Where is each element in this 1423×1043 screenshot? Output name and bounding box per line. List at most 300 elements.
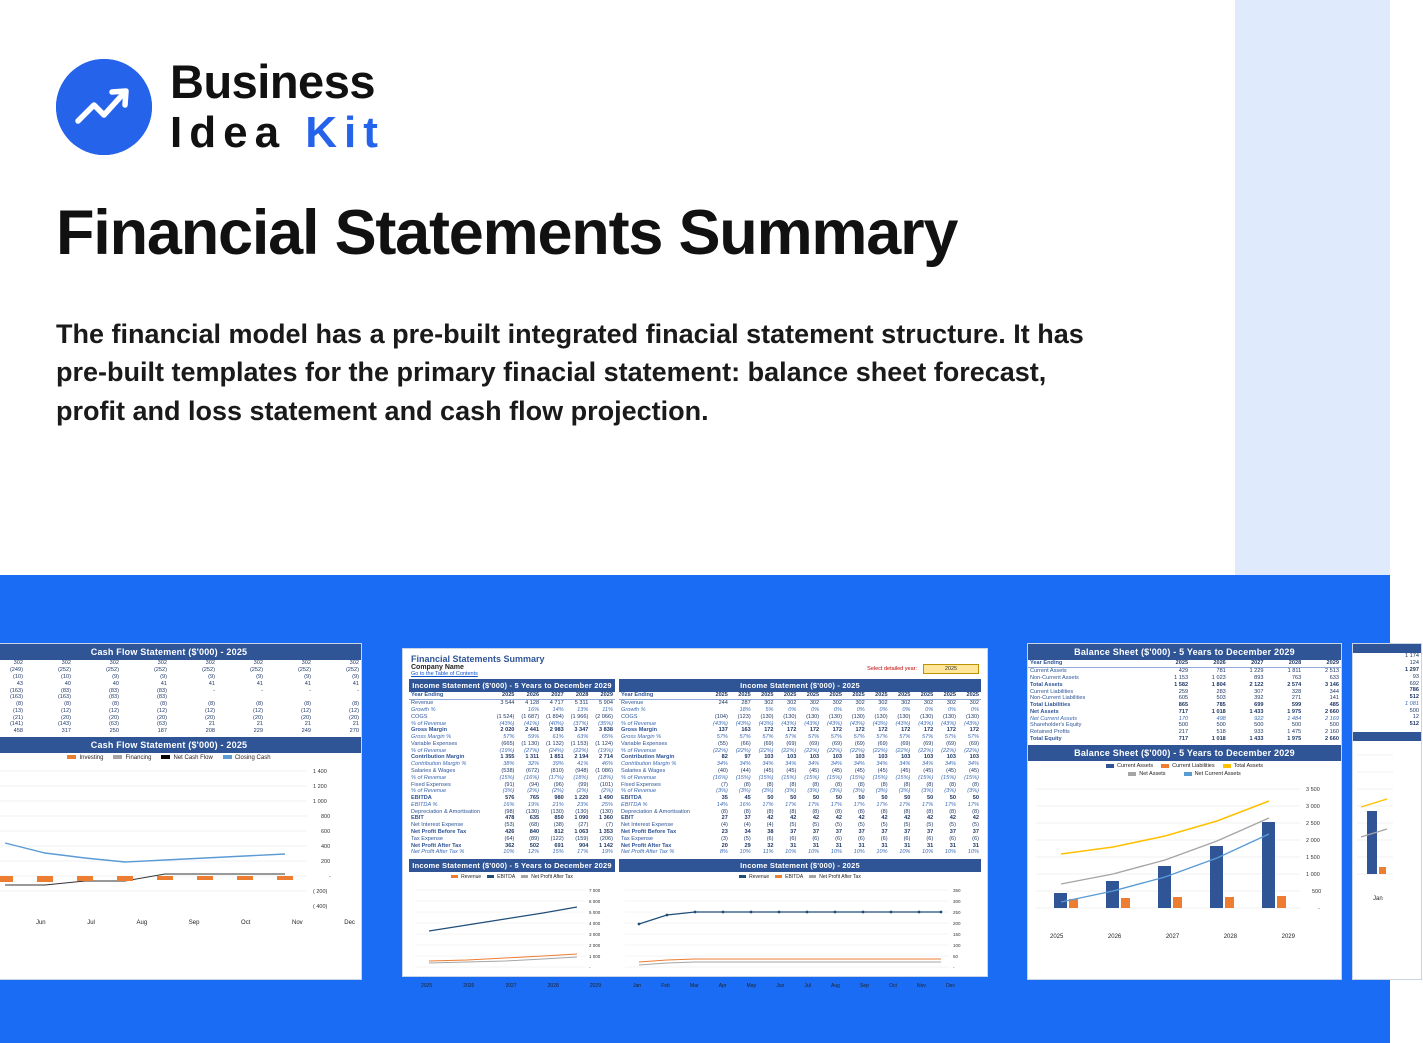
row-value: (6) [857, 835, 865, 842]
row-value: 103 [764, 754, 774, 761]
row-value: (252) [105, 667, 119, 674]
row-value: 1 081 [1405, 700, 1419, 707]
row-label: Contribution Margin [411, 754, 465, 761]
axis-tick-label: May [746, 982, 757, 989]
row-value: (20) [253, 714, 263, 721]
row-label: EBITDA [621, 795, 642, 802]
bs-chart-xaxis [1028, 934, 1341, 940]
row-value: 599 [1291, 702, 1302, 709]
row-value: (69) [969, 740, 979, 747]
row-value: 1 433 [1249, 735, 1264, 742]
row-value: (9) [112, 673, 119, 680]
row-value: 57% [503, 734, 515, 741]
row-value: (45) [763, 767, 774, 774]
row-value: (22%) [918, 747, 934, 754]
row-label: Total Assets [1030, 681, 1063, 688]
row-value: (18%) [573, 774, 589, 781]
table-row [409, 774, 615, 781]
row-value [707, 707, 730, 714]
row-value: (5) [835, 822, 842, 829]
row-value: 50 [926, 795, 934, 802]
row-value: (69) [763, 740, 774, 747]
row-value: 17% [922, 801, 934, 808]
row-value: 12% [527, 849, 540, 856]
row-value: 103 [832, 754, 842, 761]
row-value: 259 [1178, 688, 1189, 695]
fs-right-chart [619, 882, 979, 978]
row-value: (12) [301, 707, 311, 714]
row-value: 922 [1254, 715, 1264, 722]
row-value: 37 [972, 829, 979, 836]
svg-text:250: 250 [953, 909, 961, 915]
row-value: (665) [501, 740, 515, 747]
row-value: (41%) [524, 720, 540, 727]
row-value: 17% [967, 801, 979, 808]
table-row [619, 849, 981, 856]
table-row [0, 728, 361, 735]
row-value: 10% [899, 849, 911, 856]
row-value: 0% [925, 706, 934, 713]
row-value: (22%) [849, 747, 865, 754]
row-value: (2%) [527, 788, 540, 795]
row-value: (8) [256, 701, 263, 708]
row-value: (15%) [872, 774, 888, 781]
axis-tick-label: Feb [661, 982, 670, 989]
row-value: 2025 [844, 692, 867, 699]
row-value: (3%) [898, 788, 911, 795]
row-value: 980 [554, 795, 564, 802]
row-value: (1 086) [595, 767, 613, 774]
row-value: 31 [812, 842, 820, 849]
row-value: 2029 [590, 692, 615, 699]
row-value: (8) [160, 701, 167, 708]
brand-line-idea-kit [170, 108, 385, 157]
row-value: (43%) [781, 720, 797, 727]
row-value: 287 [741, 700, 751, 707]
screenshot-cash-flow[interactable] [0, 643, 362, 980]
row-value: (22%) [827, 747, 842, 754]
row-value: 34% [922, 761, 934, 768]
legend-total-assets: Total Assets [1223, 763, 1263, 769]
table-row [1028, 688, 1341, 695]
row-value: 10% [876, 849, 888, 856]
row-value: 42 [926, 815, 934, 822]
screenshot-balance-sheet[interactable] [1027, 643, 1342, 980]
row-value: 57% [853, 734, 865, 741]
svg-text:2 000: 2 000 [589, 942, 601, 948]
row-value: (141) [9, 721, 23, 728]
row-label: % of Revenue [411, 774, 447, 781]
row-value: (3%) [738, 788, 751, 795]
row-value: (8) [857, 808, 865, 815]
row-value: 1 063 [574, 829, 589, 836]
row-value: 1 355 [500, 754, 515, 761]
legend-ebitda: EBITDA [487, 874, 515, 880]
row-value: (1 894) [545, 713, 564, 720]
row-value: (10) [13, 673, 23, 680]
row-value: 50 [881, 795, 888, 802]
cash-flow-chart [0, 763, 363, 913]
brand-logo [56, 55, 385, 157]
row-label: % of Revenue [411, 747, 447, 754]
row-value: (69) [923, 740, 934, 747]
table-row [619, 754, 981, 761]
table-row [409, 822, 615, 829]
row-value: 34% [899, 761, 911, 768]
table-row [619, 720, 981, 727]
row-value: (8) [352, 701, 359, 708]
row-value: 302 [253, 660, 263, 667]
row-value: - [261, 687, 263, 694]
row-value: (130) [783, 713, 797, 720]
axis-tick-label: Jul [804, 982, 811, 989]
table-row [619, 740, 981, 747]
row-value: 217 [1178, 729, 1189, 736]
row-value: (8) [766, 808, 774, 815]
row-value: (7) [721, 781, 728, 788]
row-value: 1 142 [599, 842, 613, 849]
row-value: (130) [575, 808, 589, 815]
cash-flow-chart-title: Cash Flow Statement ($'000) - 2025 [0, 737, 361, 753]
row-value: 137 [718, 727, 728, 734]
row-value: 23% [577, 801, 589, 808]
fs-year-select[interactable]: 2025 [923, 664, 979, 674]
row-value: 500 [1409, 707, 1419, 714]
fs-select-year-label: Select detailed year: [867, 666, 917, 672]
row-label: Net Profit After Tax % [411, 849, 465, 856]
row-label: EBITDA % [411, 801, 438, 808]
row-value: 865 [1178, 702, 1189, 709]
axis-tick-label: 2027 [1165, 934, 1180, 941]
row-value: 103 [969, 754, 979, 761]
table-row [0, 667, 361, 674]
table-row [619, 747, 981, 754]
axis-tick-label: 2028 [1223, 934, 1238, 941]
row-value: (252) [57, 667, 71, 674]
row-value: - [357, 687, 359, 694]
table-row [1353, 687, 1421, 694]
table-row [409, 727, 615, 734]
fs-left-chart-legend [409, 872, 615, 882]
row-value: (3%) [830, 788, 842, 795]
row-value: (948) [575, 767, 589, 774]
row-value: 2025 [890, 692, 913, 699]
table-row [409, 699, 615, 706]
row-value: 57% [716, 734, 728, 741]
row-label: % of Revenue [411, 788, 447, 795]
row-value: (101) [599, 781, 613, 788]
row-value: 500 [1291, 722, 1302, 729]
row-value: 17% [807, 801, 820, 808]
row-value: (1 132) [545, 740, 564, 747]
row-value: (12) [61, 707, 71, 714]
row-value: 1 360 [599, 815, 613, 822]
row-value: 1 090 [574, 815, 589, 822]
row-value: 2025 [776, 692, 799, 699]
row-value: (8) [949, 808, 957, 815]
row-value: 1 023 [1211, 674, 1226, 681]
row-value: 4 717 [549, 700, 564, 707]
table-row [619, 822, 981, 829]
row-value: 244 [718, 700, 728, 707]
row-value: 34% [967, 761, 979, 768]
row-label: Depreciation & Amortisation [411, 808, 481, 815]
row-value: 302 [349, 660, 359, 667]
row-value: 2025 [730, 692, 753, 699]
svg-text:2 500: 2 500 [1306, 821, 1320, 828]
cash-flow-chart-xaxis [0, 918, 361, 926]
row-value: 302 [923, 700, 934, 707]
axis-tick-label: Nov [291, 919, 303, 926]
legend-net-assets: Net Assets [1128, 771, 1165, 777]
row-value: 1 353 [599, 829, 613, 836]
table-row [0, 701, 361, 708]
row-value: (10) [61, 673, 71, 680]
row-value: 37 [949, 829, 957, 836]
row-value: 904 [579, 842, 589, 849]
row-label: Fixed Expenses [411, 781, 451, 788]
row-value: 57% [739, 734, 751, 741]
row-value: 633 [1329, 674, 1339, 681]
svg-text:100: 100 [953, 942, 961, 948]
cash-flow-table-title: Cash Flow Statement ($'000) - 2025 [0, 644, 361, 660]
row-value: 10% [853, 849, 865, 856]
row-value: (15%) [804, 774, 820, 781]
axis-tick-label: 2027 [505, 982, 517, 989]
row-value: 2025 [798, 692, 821, 699]
row-value: 765 [529, 795, 540, 802]
row-value: (3%) [852, 788, 865, 795]
row-value: (6) [903, 835, 911, 842]
row-value: (6) [812, 835, 820, 842]
row-value: 2026 [516, 692, 541, 699]
row-value: 50 [812, 795, 820, 802]
row-value: 2025 [912, 692, 935, 699]
row-value: (22%) [758, 747, 774, 754]
row-value: 208 [205, 728, 215, 735]
row-value: (15%) [735, 774, 751, 781]
row-value: 2 983 [549, 727, 564, 734]
table-row [0, 687, 361, 694]
row-value: (3%) [784, 788, 797, 795]
row-value: (12) [157, 707, 167, 714]
row-value: 302 [809, 700, 820, 707]
axis-tick-label: Jun [35, 919, 46, 926]
row-value: 34 [744, 829, 751, 836]
row-value: (3%) [944, 788, 957, 795]
row-value: 32 [767, 842, 774, 849]
row-value: 27 [721, 815, 728, 822]
row-value: 3 146 [1325, 681, 1339, 688]
row-value: (22%) [895, 747, 911, 754]
row-value: 11% [602, 706, 613, 713]
row-value: 302 [301, 660, 311, 667]
row-value: 34% [739, 761, 751, 768]
screenshot-balance-sheet-monthly[interactable] [1352, 643, 1422, 980]
legend-net-current-assets: Net Current Assets [1184, 771, 1241, 777]
row-value: (45) [854, 767, 865, 774]
row-value: 23 [721, 829, 728, 836]
row-value: 46% [601, 761, 613, 768]
row-value: (5) [743, 835, 751, 842]
row-value: 29 [744, 842, 751, 849]
row-value: (45) [832, 767, 842, 774]
row-value: (130) [942, 713, 957, 720]
row-value: (43%) [712, 720, 728, 727]
row-label: Revenue [411, 700, 434, 707]
table-row [409, 781, 615, 788]
table-row [0, 674, 361, 681]
row-value: 31 [949, 842, 957, 849]
row-value: 0% [811, 706, 820, 713]
row-label: Salaries & Wages [411, 767, 456, 774]
row-value: 21 [208, 721, 215, 728]
row-value: (2%) [551, 788, 564, 795]
row-value: (15%) [758, 774, 774, 781]
svg-text:600: 600 [321, 828, 331, 835]
svg-text:1 400: 1 400 [313, 768, 327, 775]
row-label: Retained Profits [1030, 729, 1070, 736]
row-value: 172 [923, 727, 934, 734]
svg-text:500: 500 [1312, 889, 1322, 896]
page-title: Financial Statements Summary [56, 198, 958, 268]
row-value: 31 [904, 842, 911, 849]
table-row [409, 802, 615, 809]
row-value: 1 153 [1174, 674, 1189, 681]
row-value: 302 [764, 700, 774, 707]
row-label: Net Profit After Tax [621, 842, 672, 849]
row-value: 13% [577, 706, 589, 713]
row-value: 10% [785, 849, 797, 856]
row-value: (83) [157, 694, 167, 701]
row-value: 41 [352, 680, 359, 687]
table-row [0, 694, 361, 701]
row-value: 5% [765, 706, 774, 713]
row-label: Variable Expenses [621, 740, 668, 747]
table-row [409, 849, 615, 856]
row-value: (2%) [576, 788, 589, 795]
row-value: (22%) [964, 747, 979, 754]
table-row [619, 734, 981, 741]
row-value: (91) [504, 781, 515, 788]
row-value: 172 [946, 727, 957, 734]
row-value: (3%) [716, 788, 728, 795]
row-value: (6) [880, 835, 888, 842]
row-label: Contribution Margin % [411, 761, 467, 768]
row-value: 1 811 [1287, 668, 1302, 675]
table-row [409, 842, 615, 849]
table-row [1353, 680, 1421, 687]
svg-text:300: 300 [953, 898, 961, 904]
fs-title: Financial Statements Summary [411, 654, 545, 664]
table-row [409, 768, 615, 775]
row-value: 2025 [821, 692, 844, 699]
table-row [619, 815, 981, 822]
row-value: (69) [946, 740, 957, 747]
row-value: 302 [61, 660, 71, 667]
row-value: 34% [944, 761, 957, 768]
row-value: 2025 [753, 692, 776, 699]
table-row [409, 734, 615, 741]
row-value: 512 [1409, 694, 1419, 701]
row-label: Variable Expenses [411, 740, 458, 747]
row-value: 41 [208, 680, 215, 687]
row-value: 40 [64, 680, 71, 687]
row-value: 392 [1254, 695, 1264, 702]
row-label: Gross Margin [411, 727, 448, 734]
row-value: 1 433 [1249, 708, 1264, 715]
row-value: 2 169 [1325, 715, 1339, 722]
row-value: 124 [1409, 660, 1419, 667]
row-label: EBITDA [411, 795, 432, 802]
row-value: 717 [1178, 708, 1189, 715]
row-label: % of Revenue [621, 788, 657, 795]
table-row [409, 788, 615, 795]
row-value: (40%) [548, 720, 564, 727]
row-label: Tax Expense [411, 835, 444, 842]
row-value: 1 484 [1287, 715, 1302, 722]
row-label: % of Revenue [621, 774, 657, 781]
table-row [1028, 667, 1341, 674]
row-value: 933 [1254, 729, 1264, 736]
row-value: (6) [835, 835, 842, 842]
fs-toc-link[interactable]: Go to the Table of Contents [411, 671, 478, 677]
table-row [0, 680, 361, 687]
row-value: 172 [832, 727, 842, 734]
row-value: 19% [527, 801, 540, 808]
svg-text:1 200: 1 200 [313, 783, 327, 790]
row-value: 785 [1216, 702, 1226, 709]
svg-text:5 000: 5 000 [589, 909, 601, 915]
row-value: 42 [881, 815, 888, 822]
row-value: 2027 [541, 692, 566, 699]
svg-text:3 500: 3 500 [1306, 787, 1320, 794]
row-value: 1 220 [574, 795, 589, 802]
row-value: 2 122 [1249, 681, 1264, 688]
row-value: (9) [160, 673, 167, 680]
row-value [265, 694, 313, 701]
brand-line-business: Business [170, 55, 375, 108]
axis-tick-label: Mar [689, 982, 699, 989]
row-value: (3%) [967, 788, 979, 795]
row-value: 500 [1254, 722, 1264, 729]
row-value: 850 [554, 815, 564, 822]
row-value: (1 153) [570, 740, 589, 747]
row-value: 41 [256, 680, 263, 687]
screenshot-financial-summary[interactable] [402, 648, 988, 989]
row-value: 1 297 [1405, 666, 1419, 673]
row-value: (3%) [921, 788, 934, 795]
row-value: 763 [1291, 674, 1302, 681]
row-value [169, 694, 217, 701]
table-row [1353, 714, 1421, 721]
row-value: (83) [109, 687, 119, 694]
row-value: 0% [833, 706, 842, 713]
row-label: Salaries & Wages [621, 767, 666, 774]
svg-text:-: - [1318, 906, 1320, 913]
row-value: (16%) [712, 774, 728, 781]
row-value: 10% [807, 849, 820, 856]
brand-kit: Kit [305, 108, 385, 157]
row-value: (1 966) [570, 713, 589, 720]
row-value: 37 [881, 829, 888, 836]
row-value: 4 128 [525, 700, 540, 707]
row-value: 302 [832, 700, 842, 707]
row-value: 12 [1412, 714, 1419, 721]
row-value: 302 [855, 700, 865, 707]
row-label: COGS [411, 713, 428, 720]
row-value: 42 [858, 815, 865, 822]
